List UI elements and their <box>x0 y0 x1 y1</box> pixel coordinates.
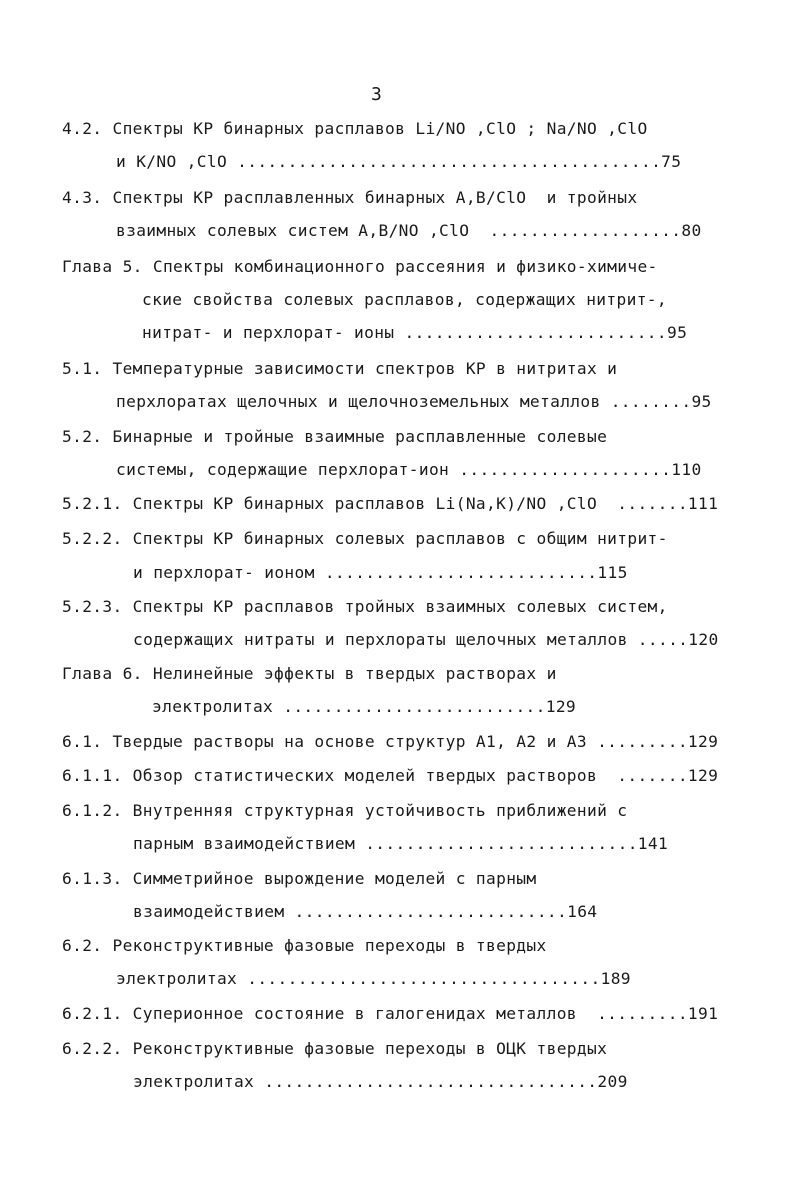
toc-line-chapter-5-cont2: нитрат- и перхлорат- ионы ..........................95 <box>142 323 688 342</box>
toc-line-6-2-1: 6.2.1. Суперионное состояние в галогенидах металлов .........191 <box>62 1004 719 1023</box>
toc-line-5-2-1: 5.2.1. Спектры КР бинарных расплавов Li(Na,K)/NO ,ClO .......111 <box>62 494 719 513</box>
toc-line-6-2: 6.2. Реконструктивные фазовые переходы в твердых <box>62 936 547 955</box>
toc-line-5-2-2: 5.2.2. Спектры КР бинарных солевых расплавов с общим нитрит- <box>62 529 668 548</box>
toc-line-5-2-3: 5.2.3. Спектры КР расплавов тройных взаимных солевых систем, <box>62 597 668 616</box>
toc-line-4-3: 4.3. Спектры КР расплавленных бинарных A,B/ClO и тройных <box>62 188 638 207</box>
toc-line-5-2-cont: системы, содержащие перхлорат-ион .....................110 <box>116 460 702 479</box>
toc-line-4-2-cont: и K/NO ,ClO ..........................................75 <box>116 152 682 171</box>
toc-line-chapter-5: Глава 5. Спектры комбинационного рассеяния и физико-химиче- <box>62 257 658 276</box>
toc-line-6-1-2: 6.1.2. Внутренняя структурная устойчивость приближений с <box>62 801 628 820</box>
toc-line-5-1-cont: перхлоратах щелочных и щелочноземельных металлов ........95 <box>116 392 712 411</box>
toc-line-6-1: 6.1. Твердые растворы на основе структур A1, A2 и A3 .........129 <box>62 732 719 751</box>
toc-line-6-1-3-cont: взаимодействием ...........................164 <box>133 902 598 921</box>
toc-line-4-2: 4.2. Спектры КР бинарных расплавов Li/NO ,ClO ; Na/NO ,ClO <box>62 119 648 138</box>
page-number: 3 <box>371 84 382 105</box>
toc-line-4-3-cont: взаимных солевых систем A,B/NO ,ClO ...................80 <box>116 221 702 240</box>
toc-line-5-2-2-cont: и перхлорат- ионом ...........................115 <box>133 563 628 582</box>
toc-line-chapter-6: Глава 6. Нелинейные эффекты в твердых растворах и <box>62 664 557 683</box>
toc-line-6-2-2-cont: электролитах .................................209 <box>133 1072 628 1091</box>
toc-line-6-1-2-cont: парным взаимодействием ...........................141 <box>133 834 669 853</box>
toc-line-6-2-2: 6.2.2. Реконструктивные фазовые переходы в ОЦК твердых <box>62 1039 608 1058</box>
toc-line-chapter-6-cont: электролитах ..........................129 <box>152 697 577 716</box>
toc-line-6-2-cont: электролитах ...................................189 <box>116 969 631 988</box>
toc-line-5-2: 5.2. Бинарные и тройные взаимные расплавленные солевые <box>62 427 608 446</box>
toc-line-5-1: 5.1. Температурные зависимости спектров КР в нитритах и <box>62 359 618 378</box>
toc-line-6-1-3: 6.1.3. Симметрийное вырождение моделей с парным <box>62 869 537 888</box>
toc-line-6-1-1: 6.1.1. Обзор статистических моделей твердых растворов .......129 <box>62 766 719 785</box>
toc-line-5-2-3-cont: содержащих нитраты и перхлораты щелочных металлов .....120 <box>133 630 719 649</box>
toc-line-chapter-5-cont1: ские свойства солевых расплавов, содержащих нитрит-, <box>142 290 667 309</box>
